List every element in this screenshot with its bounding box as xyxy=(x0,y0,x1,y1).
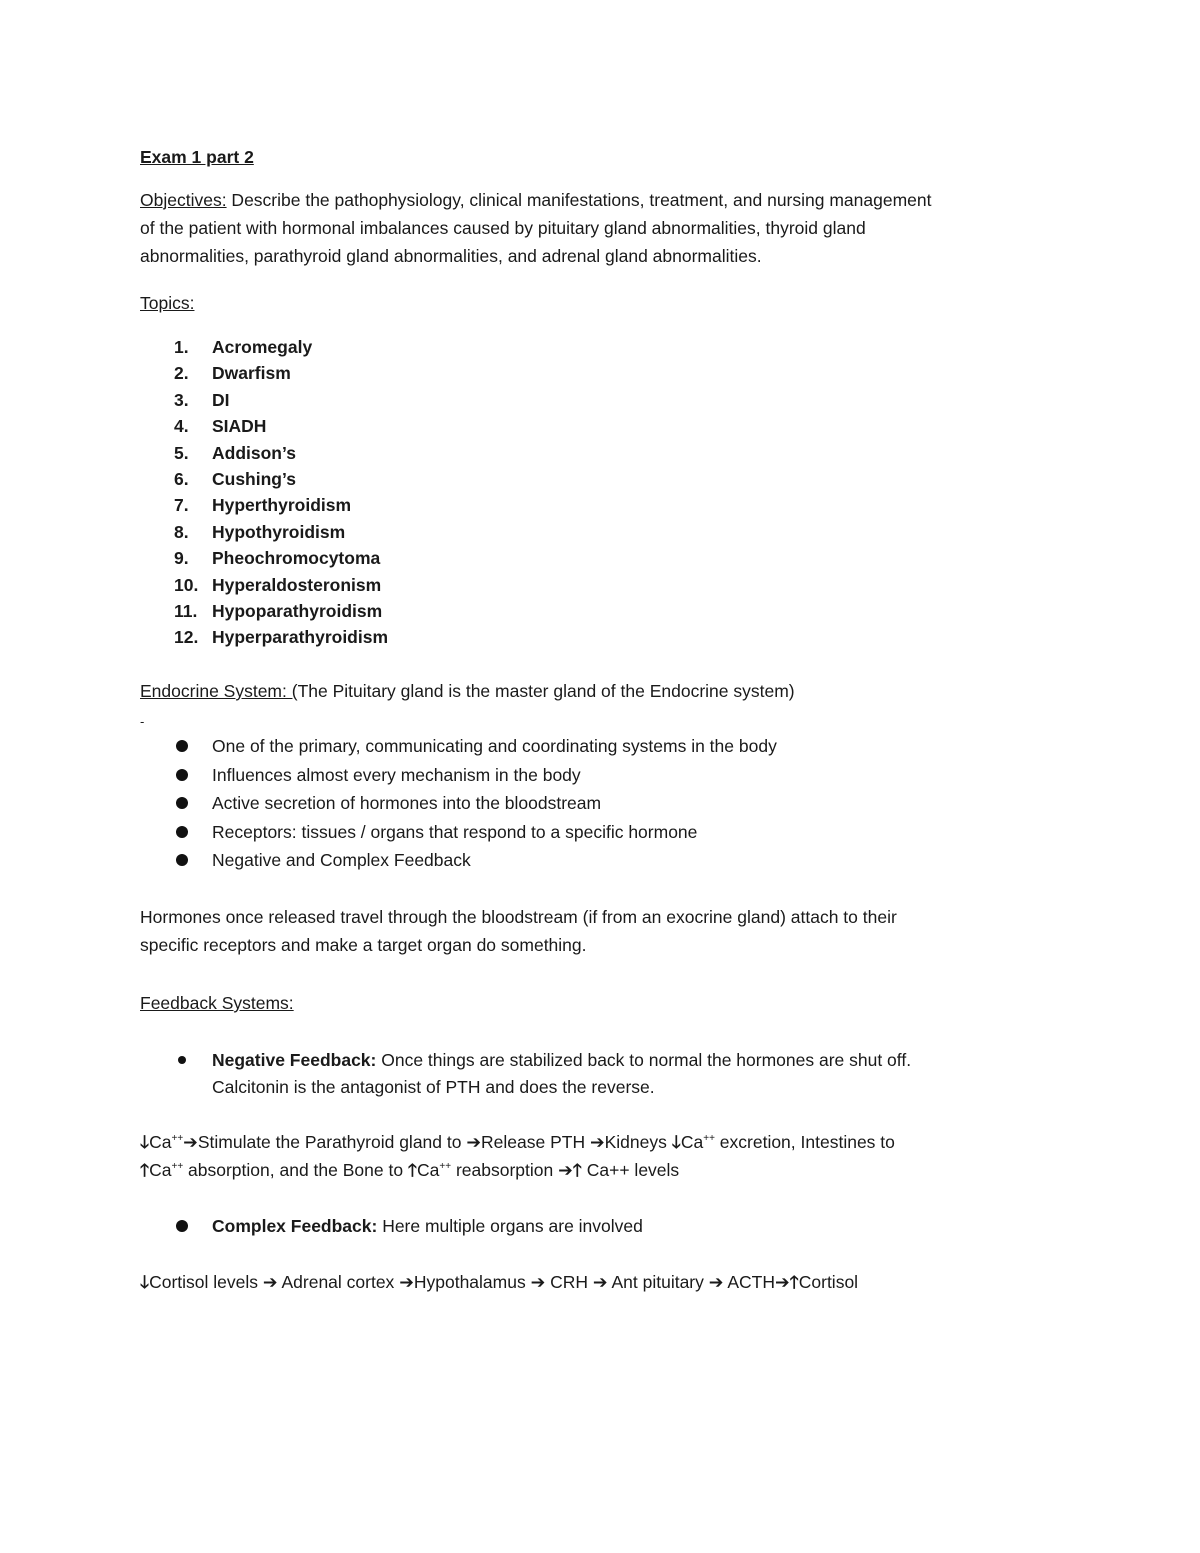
bullet-icon xyxy=(176,769,188,781)
cortisol-text-2: Adrenal cortex xyxy=(277,1272,400,1292)
bullet-icon xyxy=(176,854,188,866)
topic-item xyxy=(140,334,312,360)
topic-item xyxy=(140,360,291,386)
endocrine-bullet xyxy=(212,789,601,817)
topic-label: Hyperparathyroidism xyxy=(212,627,389,648)
topic-label: Hyperaldosteronism xyxy=(212,574,382,595)
topic-number: 4. xyxy=(174,416,189,437)
hormones-line-1: Hormones once released travel through the bloodstream (if from an exocrine gland) attach to their xyxy=(140,907,897,927)
objectives-line-1 xyxy=(140,186,931,214)
endocrine-bullet-text: Receptors: tissues / organs that respond to a specific hormone xyxy=(212,821,698,842)
cortisol-text-5: Ant pituitary xyxy=(607,1272,709,1292)
ca-text: Ca xyxy=(149,1160,172,1180)
calcium-text-4: excretion, Intestines to xyxy=(714,1132,895,1152)
ca-charge: ++ xyxy=(171,1133,184,1145)
bullet-icon xyxy=(178,1056,186,1064)
down-arrow-icon: 🡓 xyxy=(671,1132,681,1152)
negative-feedback-label: Negative Feedback: xyxy=(212,1050,377,1070)
topic-number: 7. xyxy=(174,495,189,516)
complex-feedback-text: Here multiple organs are involved xyxy=(377,1216,643,1236)
up-arrow-icon: 🡑 xyxy=(407,1160,418,1180)
endocrine-bullet xyxy=(212,732,777,760)
objectives-label: Objectives: xyxy=(140,190,227,210)
topic-label: Hyperthyroidism xyxy=(212,495,352,516)
topic-number: 10. xyxy=(174,574,199,595)
ca-text: Ca xyxy=(149,1132,172,1152)
calcium-text-6: reabsorption xyxy=(451,1160,559,1180)
calcium-text-1: Stimulate the Parathyroid gland to xyxy=(197,1132,467,1152)
topic-label: Cushing’s xyxy=(212,469,296,489)
topic-item xyxy=(140,572,381,598)
calcium-text-2: Release PTH xyxy=(481,1132,590,1152)
topic-label: SIADH xyxy=(212,416,267,437)
doc-title: Exam 1 part 2 xyxy=(140,147,254,167)
topic-number: 9. xyxy=(174,548,189,569)
endocrine-dash: - xyxy=(140,714,145,729)
complex-feedback-item xyxy=(212,1212,643,1240)
calcium-line-2 xyxy=(140,1156,679,1184)
objectives-line-3: abnormalities, parathyroid gland abnormalities, and adrenal gland abnormalities. xyxy=(140,246,762,266)
objectives-text-1: Describe the pathophysiology, clinical manifestations, treatment, and nursing management xyxy=(226,190,932,210)
right-arrow-icon: ➔ xyxy=(589,1132,605,1152)
topic-number: 8. xyxy=(174,521,189,542)
up-arrow-icon: 🡑 xyxy=(789,1272,799,1292)
bullet-icon xyxy=(176,797,188,809)
cortisol-text-7: Cortisol xyxy=(798,1272,859,1292)
cortisol-text-4: CRH xyxy=(545,1272,593,1292)
right-arrow-icon: ➔ xyxy=(774,1272,790,1292)
calcium-text-5: absorption, and the Bone to xyxy=(183,1160,408,1180)
bullet-icon xyxy=(176,740,188,752)
topic-item xyxy=(140,466,296,492)
endocrine-bullet-text: Negative and Complex Feedback xyxy=(212,850,471,870)
right-arrow-icon: ➔ xyxy=(399,1272,414,1292)
calcium-text-3: Kidneys xyxy=(604,1132,672,1152)
hormones-line-2: specific receptors and make a target organ do something. xyxy=(140,935,587,955)
cortisol-line xyxy=(140,1268,858,1296)
bullet-icon xyxy=(176,1220,188,1232)
right-arrow-icon: ➔ xyxy=(530,1272,546,1292)
right-arrow-icon: ➔ xyxy=(592,1272,608,1292)
topic-item xyxy=(140,413,266,439)
calcium-text-7: Ca++ levels xyxy=(581,1160,680,1180)
topic-item xyxy=(140,598,382,624)
right-arrow-icon: ➔ xyxy=(558,1160,573,1180)
ca-text: Ca xyxy=(417,1160,440,1180)
endocrine-bullet-text: One of the primary, communicating and coordinating systems in the body xyxy=(212,736,777,756)
right-arrow-icon: ➔ xyxy=(708,1272,724,1292)
topic-label: Acromegaly xyxy=(212,337,313,357)
topic-label: Pheochromocytoma xyxy=(212,548,381,569)
endocrine-bullet-text: Active secretion of hormones into the bloodstream xyxy=(212,793,602,813)
ca-charge: ++ xyxy=(171,1161,184,1173)
ca-charge: ++ xyxy=(703,1133,715,1145)
bullet-icon xyxy=(176,826,188,838)
objectives-line-2: of the patient with hormonal imbalances caused by pituitary gland abnormalities, thyroid gland xyxy=(140,218,866,238)
negative-feedback-line-2: Calcitonin is the antagonist of PTH and does the reverse. xyxy=(212,1077,655,1097)
negative-feedback-item xyxy=(212,1046,911,1074)
complex-feedback-label: Complex Feedback: xyxy=(212,1216,378,1236)
topic-number: 2. xyxy=(174,363,189,384)
endocrine-bullet xyxy=(212,761,581,789)
topic-label: Hypoparathyroidism xyxy=(212,601,383,621)
topic-label: Hypothyroidism xyxy=(212,521,346,542)
endocrine-label: Endocrine System: ( xyxy=(140,681,298,701)
down-arrow-icon: 🡓 xyxy=(140,1132,150,1152)
up-arrow-icon: 🡑 xyxy=(140,1160,150,1180)
topic-label: Dwarfism xyxy=(212,363,291,384)
endocrine-bullet xyxy=(212,846,471,874)
negative-feedback-text: Once things are stabilized back to normal the hormones are shut off. xyxy=(376,1050,912,1070)
topic-number: 1. xyxy=(174,337,189,357)
right-arrow-icon: ➔ xyxy=(262,1272,278,1292)
up-arrow-icon: 🡑 xyxy=(572,1160,582,1180)
endocrine-note: The Pituitary gland is the master gland of the Endocrine system) xyxy=(297,681,795,701)
topic-item xyxy=(140,624,388,650)
topic-number: 3. xyxy=(174,389,189,410)
endocrine-heading xyxy=(140,677,795,705)
cortisol-text-3: Hypothalamus xyxy=(413,1272,531,1292)
topic-number: 5. xyxy=(174,442,189,463)
topic-number: 12. xyxy=(174,627,199,648)
topic-label: Addison’s xyxy=(212,442,296,463)
cortisol-text-1: Cortisol levels xyxy=(149,1272,263,1292)
endocrine-bullet-text: Influences almost every mechanism in the body xyxy=(212,764,581,785)
topic-item xyxy=(140,519,345,545)
topic-item xyxy=(140,545,380,571)
topics-label: Topics: xyxy=(140,293,195,313)
endocrine-bullet xyxy=(212,818,697,846)
right-arrow-icon: ➔ xyxy=(183,1132,198,1152)
right-arrow-icon: ➔ xyxy=(466,1132,482,1152)
topic-number: 11. xyxy=(174,601,198,621)
topic-label: DI xyxy=(212,389,230,410)
topic-item xyxy=(140,387,230,413)
topic-item xyxy=(140,492,351,518)
ca-charge: ++ xyxy=(439,1161,452,1173)
ca-text: Ca xyxy=(680,1132,704,1152)
calcium-line-1 xyxy=(140,1128,895,1156)
topic-item xyxy=(140,440,296,466)
topic-number: 6. xyxy=(174,469,189,489)
cortisol-text-6: ACTH xyxy=(723,1272,775,1292)
down-arrow-icon: 🡓 xyxy=(140,1272,150,1292)
feedback-label: Feedback Systems: xyxy=(140,993,294,1013)
